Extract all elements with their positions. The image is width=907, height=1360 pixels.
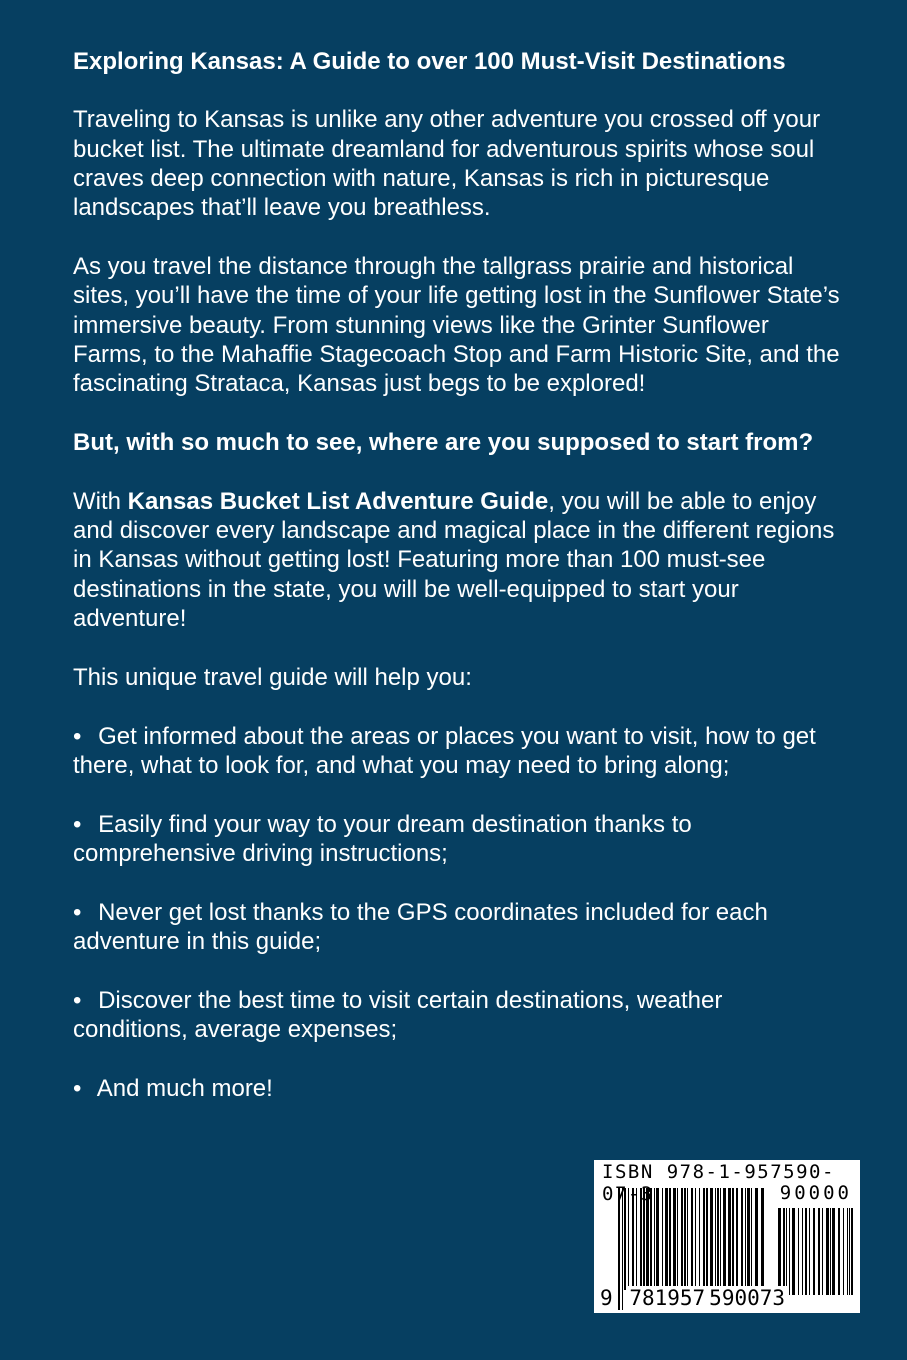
barcode-bar xyxy=(792,1208,795,1295)
barcode-bar xyxy=(789,1208,790,1295)
question: But, with so much to see, where are you supposed to start from? xyxy=(73,428,814,456)
barcode-bar xyxy=(786,1208,787,1295)
barcode-bar xyxy=(809,1208,810,1295)
bullet-icon: • xyxy=(73,810,82,838)
bullet-text: Discover the best time to visit certain destinations, weather conditions, average expenses; xyxy=(73,986,723,1044)
barcode-bar xyxy=(798,1208,799,1295)
bullet-icon: • xyxy=(73,898,82,926)
back-cover-text xyxy=(73,47,843,1133)
cover-heading: Exploring Kansas: A Guide to over 100 Must-Visit Destinations xyxy=(73,48,786,75)
isbn-label: ISBN 978-1-957590-07-3 xyxy=(602,1161,835,1205)
barcode-bar xyxy=(843,1208,844,1295)
barcode-bar xyxy=(802,1208,803,1295)
bullet-icon: • xyxy=(73,986,82,1014)
bullet-icon: • xyxy=(73,1074,82,1102)
ean-left: 781957 xyxy=(629,1286,706,1310)
barcode-bar xyxy=(832,1208,835,1295)
ean-digits xyxy=(598,1286,787,1310)
bullet-text: Get informed about the areas or places you want to visit, how to get there, what to look for, and what you may need to bring along; xyxy=(73,722,816,779)
barcode-bar xyxy=(830,1208,831,1295)
text: , you will be able to enjoy and discover every landscape and magical place in the different regions in Kansas without getting lost! Featuring more than 100 must-see destinations in the state, you will be well-equipped to start your adventure! xyxy=(73,487,835,632)
barcode-bar xyxy=(822,1208,823,1295)
paragraph: As you travel the distance through the tallgrass prairie and historical sites, you’ll have the time of your life getting lost in the Sunflower State’s immersive beauty. From stunning views like the Grinter Sunflower Farms, to the Mahaffie Stagecoach Stop and Farm Historic Site, and the fascinating Strataca, Kansas just begs to be explored! xyxy=(73,252,840,398)
barcode-bar xyxy=(783,1208,785,1295)
barcode-bar xyxy=(826,1208,829,1295)
ean-right: 590073 xyxy=(709,1286,786,1310)
bullet-item xyxy=(73,810,843,869)
barcode-bar xyxy=(838,1208,840,1295)
barcode-bar xyxy=(813,1208,815,1295)
price-addon: 90000 xyxy=(779,1182,852,1204)
ean-first: 9 xyxy=(600,1286,613,1310)
bullet-text: Easily find your way to your dream destination thanks to comprehensive driving instructions; xyxy=(73,810,692,867)
bullet-item xyxy=(73,898,843,957)
bullet-item xyxy=(73,722,843,781)
list-intro: This unique travel guide will help you: xyxy=(73,663,472,691)
barcode-bar xyxy=(818,1208,820,1295)
bullet-text: Never get lost thanks to the GPS coordinates included for each adventure in this guide; xyxy=(73,898,768,956)
barcode-bar xyxy=(805,1208,807,1295)
isbn-barcode xyxy=(594,1160,860,1313)
bullet-text: And much more! xyxy=(96,1074,273,1102)
barcode-bar xyxy=(851,1208,853,1295)
barcode-bar xyxy=(778,1208,781,1295)
barcode-bar xyxy=(847,1208,848,1295)
bullet-item xyxy=(73,1074,843,1103)
barcode-bar xyxy=(849,1208,850,1295)
bullet-item xyxy=(73,986,843,1045)
paragraph: Traveling to Kansas is unlike any other adventure you crossed off your bucket list. The ultimate dreamland for adventurous spirits whose soul craves deep connection with nature, Kansas is rich in picturesque landscapes that’ll leave you breathless. xyxy=(73,106,821,222)
paragraph xyxy=(73,487,843,633)
bullet-icon: • xyxy=(73,722,82,750)
text: With xyxy=(73,487,128,515)
book-title: Kansas Bucket List Adventure Guide xyxy=(127,487,549,515)
